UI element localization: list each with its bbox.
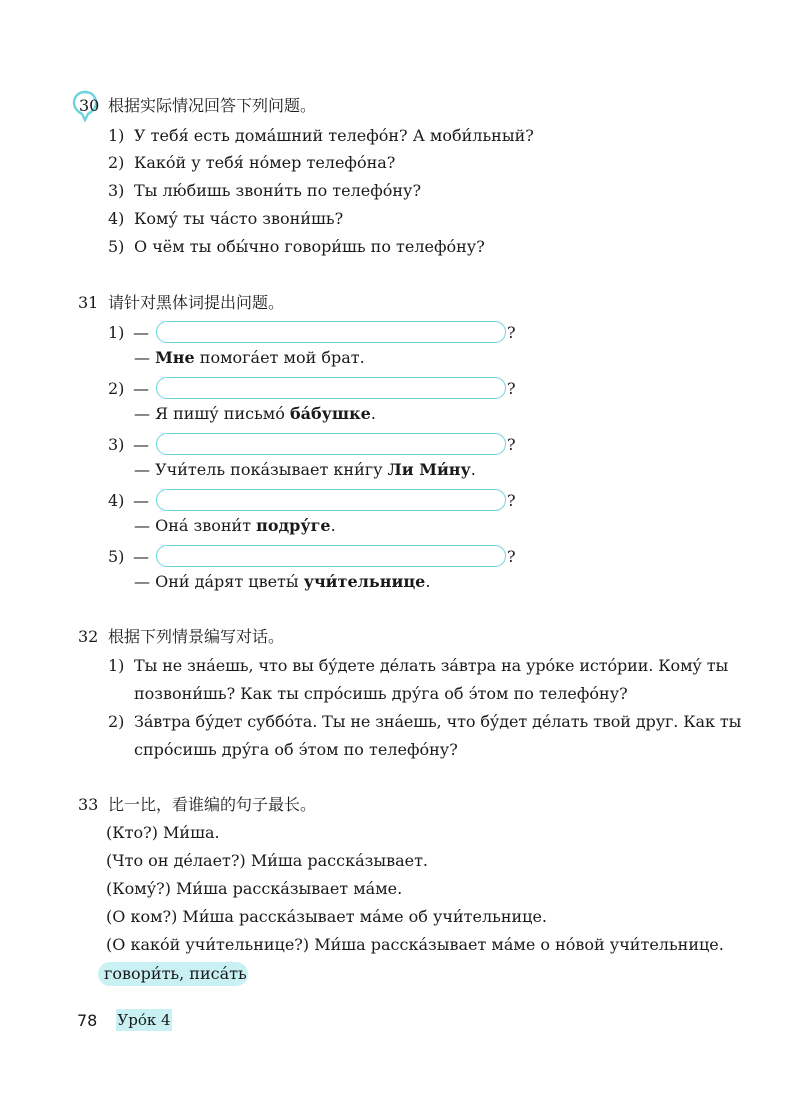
exercise-33-heading: 33 比一比，看谁编的句子最长。 — [78, 795, 317, 814]
ex31-item-5-number: 5) — [108, 547, 125, 566]
ex31-question-3-input[interactable] — [156, 433, 506, 455]
ex31-item-5-dash: — — [133, 547, 149, 566]
ex31-item-2-qmark: ? — [507, 379, 516, 398]
ex31-question-4-input[interactable] — [156, 489, 506, 511]
ex31-item-3-dash: — — [133, 435, 149, 454]
ex31-answer-1: — Мне помога́ет мой брат. — [134, 348, 365, 367]
ex31-item-2-number: 2) — [108, 379, 125, 398]
exercise-30-title: 根据实际情况回答下列问题。 — [108, 96, 317, 115]
exercise-32-heading: 32 根据下列情景编写对话。 — [78, 627, 285, 646]
exercise-30-number: 30 — [79, 96, 100, 115]
ex33-line-4: (О ком?) Ми́ша расска́зывает ма́ме об учи́тельнице. — [106, 907, 547, 926]
ex31-item-2-dash: — — [133, 379, 149, 398]
ex31-answer-4: — Она́ звони́т подру́ге. — [134, 516, 336, 535]
ex32-item-1-line-2: позвони́шь? Как ты спро́сишь дру́га об э́том по телефо́ну? — [134, 684, 628, 703]
ex33-line-3: (Кому́?) Ми́ша расска́зывает ма́ме. — [106, 879, 403, 898]
ex32-item-2-line-1: За́втра бу́дет суббо́та. Ты не зна́ешь, что бу́дет де́лать твой друг. Как ты — [134, 712, 742, 731]
lesson-label: Уро́к 4 — [117, 1011, 171, 1029]
ex31-question-5-input[interactable] — [156, 545, 506, 567]
ex31-answer-5: — Они́ да́рят цветы́ учи́тельнице. — [134, 572, 431, 591]
ex30-item-3: 3) Ты лю́бишь звони́ть по телефо́ну? — [108, 181, 422, 200]
ex33-line-1: (Кто?) Ми́ша. — [106, 823, 220, 842]
ex31-item-5-qmark: ? — [507, 547, 516, 566]
ex32-item-1-number: 1) — [108, 656, 125, 675]
ex31-item-1-dash: — — [133, 323, 149, 342]
ex33-line-5: (О како́й учи́тельнице?) Ми́ша расска́зывает ма́ме о но́вой учи́тельнице. — [106, 935, 724, 954]
ex31-item-4-number: 4) — [108, 491, 125, 510]
ex31-answer-2: — Я пишу́ письмо́ ба́бушке. — [134, 404, 376, 423]
ex31-question-1-input[interactable] — [156, 321, 506, 343]
ex31-item-1-number: 1) — [108, 323, 125, 342]
ex32-item-2-number: 2) — [108, 712, 125, 731]
ex31-item-4-dash: — — [133, 491, 149, 510]
ex31-question-2-input[interactable] — [156, 377, 506, 399]
ex31-item-3-number: 3) — [108, 435, 125, 454]
ex33-line-2: (Что он де́лает?) Ми́ша расска́зывает. — [106, 851, 429, 870]
ex31-item-4-qmark: ? — [507, 491, 516, 510]
ex33-hint-words: говори́ть, писа́ть — [98, 962, 248, 986]
ex32-item-2-line-2: спро́сишь дру́га об э́том по телефо́ну? — [134, 740, 458, 759]
exercise-31-heading: 31 请针对黑体词提出问题。 — [78, 293, 285, 312]
ex31-item-1-qmark: ? — [507, 323, 516, 342]
page-number: 78 — [77, 1011, 98, 1030]
ex31-answer-3: — Учи́тель пока́зывает кни́гу Ли Ми́ну. — [134, 460, 476, 479]
ex32-item-1-line-1: Ты не зна́ешь, что вы бу́дете де́лать за́втра на уро́ке исто́рии. Кому́ ты — [134, 656, 729, 675]
ex30-item-4: 4) Кому́ ты ча́сто звони́шь? — [108, 209, 344, 228]
ex30-item-5: 5) О чём ты обы́чно говори́шь по телефо́ну? — [108, 237, 485, 256]
ex30-item-2: 2) Како́й у тебя́ но́мер телефо́на? — [108, 153, 396, 172]
ex31-item-3-qmark: ? — [507, 435, 516, 454]
ex30-item-1: 1) У тебя́ есть дома́шний телефо́н? А моби́льный? — [108, 126, 534, 145]
